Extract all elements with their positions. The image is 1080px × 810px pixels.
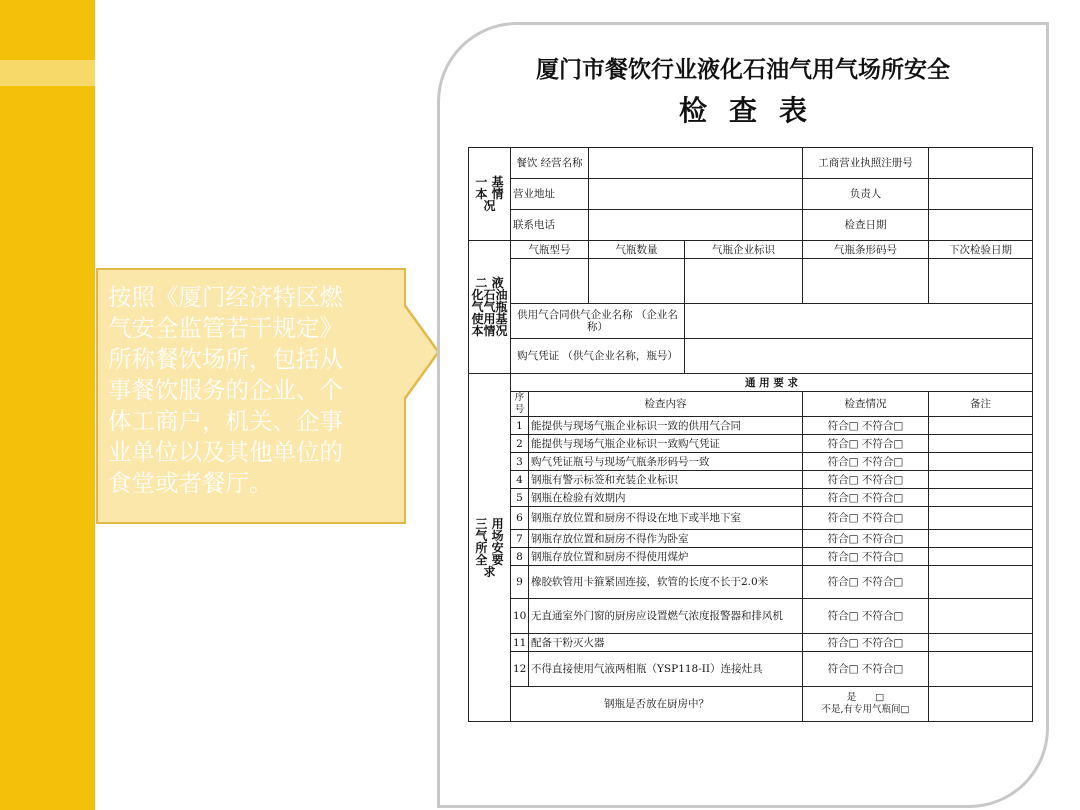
table-row [469,489,1033,507]
table-row [469,652,1033,687]
table-row [469,599,1033,634]
cylinder-cell [589,259,685,304]
callout-line: 体工商户，机关、企事 [108,407,343,435]
item-status: 符合□ 不符合□ [803,507,929,530]
callout-line: 气安全监管若干规定》 [108,314,343,342]
contract-label: 供用气合同供气企业名称 （企业名称） [511,304,685,339]
item-content: 橡胶软管用卡箍紧固连接，软管的长度不长于2.0米 [529,566,803,599]
item-status: 符合□ 不符合□ [803,652,929,687]
item-content: 能提供与现场气瓶企业标识一致购气凭证 [529,435,803,453]
cylinder-header: 气瓶数量 [589,241,685,259]
item-note [929,471,1033,489]
cylinder-cell [803,259,929,304]
contract-value [685,304,1033,339]
callout-line: 业单位以及其他单位的 [108,438,343,466]
item-note [929,435,1033,453]
table-row [469,453,1033,471]
date-label: 检查日期 [803,210,929,241]
item-no: 5 [511,489,529,507]
col-note-header: 备注 [929,392,1033,417]
table-row [469,374,1033,392]
item-no: 9 [511,566,529,599]
item-content: 钢瓶存放位置和厨房不得设在地下或半地下室 [529,507,803,530]
business-name-label: 餐饮 经营名称 [511,148,589,179]
table-row [469,304,1033,339]
phone-label: 联系电话 [511,210,589,241]
cylinder-header: 下次检验日期 [929,241,1033,259]
col-status-header: 检查情况 [803,392,929,417]
table-row [469,417,1033,435]
table-row [469,148,1033,179]
item-status: 符合□ 不符合□ [803,489,929,507]
callout-line: 所称餐饮场所，包括从 [108,345,343,373]
item-no: 10 [511,599,529,634]
callout-text [108,282,400,499]
item-content: 能提供与现场气瓶企业标识一致的供用气合同 [529,417,803,435]
section3-label: 三 用 气 场 所 安 全 要 求 [469,374,511,722]
item-note [929,634,1033,652]
item-content: 钢瓶存放位置和厨房不得使用煤炉 [529,548,803,566]
section1-label: 一 基 本 情 况 [469,148,511,241]
answer-no: 不是,有专用气瓶间□ [821,704,910,715]
table-row [469,507,1033,530]
item-status: 符合□ 不符合□ [803,453,929,471]
item-note [929,507,1033,530]
item-note [929,548,1033,566]
decorative-side-bar [0,0,95,810]
table-row [469,530,1033,548]
last-question: 钢瓶是否放在厨房中？ [511,687,803,722]
cylinder-cell [685,259,803,304]
item-no: 3 [511,453,529,471]
item-note [929,453,1033,471]
phone-value [589,210,803,241]
table-row [469,687,1033,722]
item-note [929,530,1033,548]
item-note [929,599,1033,634]
item-note [929,566,1033,599]
item-status: 符合□ 不符合□ [803,471,929,489]
callout-line: 食堂或者餐厅。 [108,469,273,497]
col-no-header: 序号 [511,392,529,417]
callout-pointer [403,305,437,399]
table-row [469,566,1033,599]
decorative-side-stripe [0,60,95,86]
voucher-label: 购气凭证 （供气企业名称，瓶号） [511,339,685,374]
item-no: 11 [511,634,529,652]
item-status: 符合□ 不符合□ [803,548,929,566]
item-no: 4 [511,471,529,489]
last-answer [803,687,929,722]
item-no: 6 [511,507,529,530]
item-content: 配备干粉灭火器 [529,634,803,652]
item-status: 符合□ 不符合□ [803,417,929,435]
business-name-value [589,148,803,179]
inspection-form-card [437,22,1049,808]
item-content: 钢瓶存放位置和厨房不得作为卧室 [529,530,803,548]
item-content: 不得直接使用气液两相瓶（YSP118-II）连接灶具 [529,652,803,687]
address-value [589,179,803,210]
cylinder-header: 气瓶条形码号 [803,241,929,259]
form-title: 厦门市餐饮行业液化石油气用气场所安全 [536,56,950,83]
item-status: 符合□ 不符合□ [803,599,929,634]
table-row [469,259,1033,304]
form-subtitle: 检查表 [678,94,829,127]
cylinder-header: 气瓶型号 [511,241,589,259]
item-note [929,687,1033,722]
item-content: 钢瓶在检验有效期内 [529,489,803,507]
table-row [469,241,1033,259]
item-no: 12 [511,652,529,687]
item-note [929,652,1033,687]
item-no: 8 [511,548,529,566]
answer-yes: 是 □ [846,692,885,703]
cylinder-cell [511,259,589,304]
person-value [929,179,1033,210]
date-value [929,210,1033,241]
item-note [929,489,1033,507]
table-row [469,435,1033,453]
item-status: 符合□ 不符合□ [803,530,929,548]
item-no: 2 [511,435,529,453]
item-note [929,417,1033,435]
item-status: 符合□ 不符合□ [803,634,929,652]
person-label: 负责人 [803,179,929,210]
item-no: 1 [511,417,529,435]
inspection-table [468,147,1033,722]
address-label: 营业地址 [511,179,589,210]
item-content: 钢瓶有警示标签和充装企业标识 [529,471,803,489]
item-content: 无直通室外门窗的厨房应设置燃气浓度报警器和排风机 [529,599,803,634]
table-row [469,210,1033,241]
license-label: 工商营业执照注册号 [803,148,929,179]
cylinder-header: 气瓶企业标识 [685,241,803,259]
table-row [469,548,1033,566]
voucher-value [685,339,1033,374]
callout-line: 按照《厦门经济特区燃 [108,283,343,311]
table-row [469,392,1033,417]
callout-line: 事餐饮服务的企业、个 [108,376,343,404]
item-status: 符合□ 不符合□ [803,435,929,453]
item-no: 7 [511,530,529,548]
license-value [929,148,1033,179]
table-row [469,471,1033,489]
col-content-header: 检查内容 [529,392,803,417]
section2-label: 二 液化石油气气瓶 使用基本情况 [469,241,511,374]
table-row [469,634,1033,652]
table-row [469,339,1033,374]
table-row [469,179,1033,210]
item-content: 购气凭证瓶号与现场气瓶条形码号一致 [529,453,803,471]
cylinder-cell [929,259,1033,304]
item-status: 符合□ 不符合□ [803,566,929,599]
general-requirements-header: 通 用 要 求 [511,374,1033,392]
